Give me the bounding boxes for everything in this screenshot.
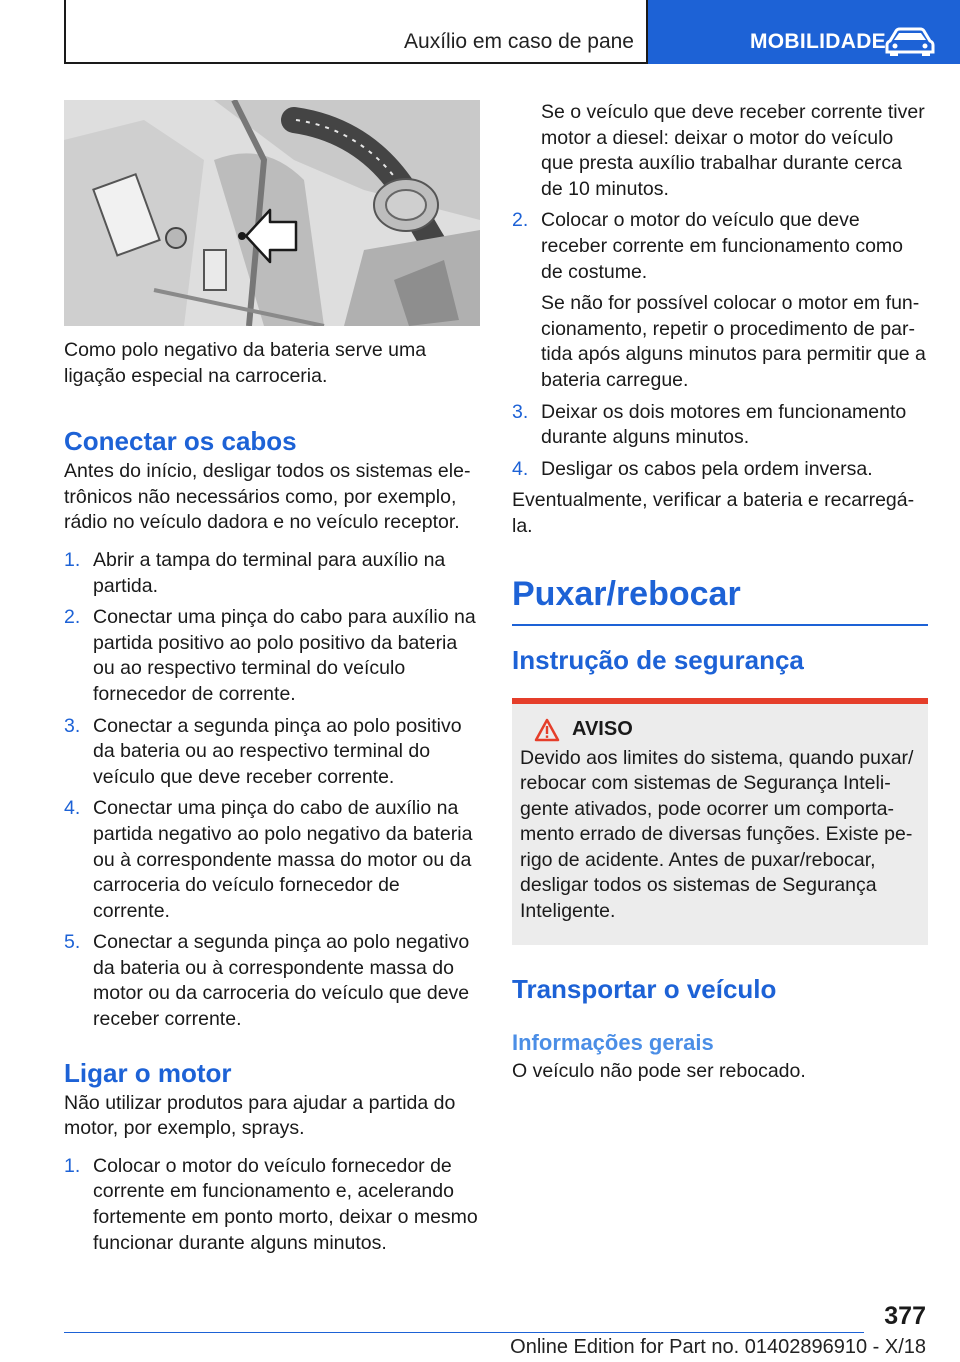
step-text: Deixar os dois motores em funcionamento durante alguns minutos. <box>541 400 907 449</box>
step-text: Colocar o motor do veículo que deve receber corrente em funcionamento como de costume. <box>541 209 904 283</box>
warning-text: Devido aos limites do sistema, quando puxar/ rebocar com sistemas de Segurança Inteligente ativados, pode ocorrer um comportamento errado de diversas funções. Existe perigo de acidente. Antes de puxar/rebocar, desligar todos os sistemas de Segurança Inteligente. <box>520 746 914 923</box>
warning-title-row <box>534 718 920 742</box>
list-item <box>64 714 480 791</box>
heading-tow: Puxar/rebocar <box>512 574 741 613</box>
step-number: 4. <box>64 797 81 820</box>
step-number: 1. <box>64 1154 81 1177</box>
step-text: Conectar uma pinça do cabo de auxílio na partida negativo ao polo negativo da bateria ou à correspondente massa do motor ou da carroceria do veículo fornecedor de corrente. <box>93 797 473 922</box>
start-steps-continued <box>512 208 928 482</box>
list-item <box>512 457 928 483</box>
list-item <box>64 1154 480 1256</box>
heading-general-info: Informações gerais <box>512 1029 714 1055</box>
warning-triangle-icon <box>534 718 560 742</box>
connect-steps-list <box>64 548 480 1033</box>
footer-edition: Online Edition for Part no. 01402896910 - X/18 <box>510 1336 926 1358</box>
general-text: O veículo não pode ser rebocado. <box>512 1059 806 1082</box>
step-number: 3. <box>512 400 529 423</box>
engine-bay-figure <box>64 100 480 326</box>
step-number: 2. <box>512 209 529 232</box>
list-item <box>64 548 480 599</box>
left-column <box>64 100 480 1262</box>
header-section-box <box>64 0 648 64</box>
heading-safety: Instrução de segurança <box>512 644 804 675</box>
heading-rule <box>512 624 928 626</box>
header-chapter-box <box>648 0 960 64</box>
list-item <box>512 400 928 451</box>
step-text: Conectar a segunda pinça ao polo negativo da bateria ou à correspondente massa do motor ou da carroceria do veículo que deve receber corrente. <box>93 931 470 1031</box>
warning-title: AVISO <box>572 718 633 740</box>
diesel-note: Se o veículo que deve receber corrente tiver motor a diesel: deixar o motor do veículo que presta auxílio trabalhar durante cerca de 10 minutos. <box>541 101 925 200</box>
car-icon <box>884 27 936 57</box>
list-item <box>64 930 480 1032</box>
step-number: 5. <box>64 931 81 954</box>
list-item <box>512 208 928 393</box>
step-text: Conectar uma pinça do cabo para auxílio na partida positivo ao polo positivo da bateria ou ao respectivo terminal do veículo fornecedor de corrente. <box>93 606 476 705</box>
warning-box <box>512 698 928 945</box>
step-number: 3. <box>64 714 81 737</box>
connect-intro: Antes do início, desligar todos os sistemas eletrônicos não necessários como, por exemplo, rádio no veículo dadora e no veículo receptor. <box>64 460 471 534</box>
step-text: Abrir a tampa do terminal para auxílio na partida. <box>93 548 446 597</box>
list-item <box>64 796 480 924</box>
start-steps-list <box>64 1154 480 1256</box>
step-number: 4. <box>512 457 529 480</box>
heading-connect-cables: Conectar os cabos <box>64 426 297 457</box>
heading-transport: Transportar o veículo <box>512 973 777 1004</box>
footer-rule <box>64 1332 864 1333</box>
step-number: 2. <box>64 606 81 629</box>
engine-bay-illustration <box>64 100 480 326</box>
step-text: Desligar os cabos pela ordem inversa. <box>541 457 873 480</box>
header-chapter-title: MOBILIDADE <box>750 30 886 53</box>
heading-start-engine: Ligar o motor <box>64 1057 232 1088</box>
step-number: 1. <box>64 548 81 571</box>
closing-note: Eventualmente, verificar a bateria e recarregá-la. <box>512 489 915 537</box>
list-item <box>64 605 480 707</box>
step-subtext: Se não for possível colocar o motor em funcionamento, repetir o procedimento de partida após alguns minutos para permitir que a bateria carregue. <box>541 292 926 391</box>
header-section-title: Auxílio em caso de pane <box>404 30 634 53</box>
right-column <box>512 100 928 1084</box>
start-intro: Não utilizar produtos para ajudar a partida do motor, por exemplo, sprays. <box>64 1091 456 1140</box>
step-text: Conectar a segunda pinça ao polo positivo da bateria ou ao respectivo terminal do veículo que deve receber corrente. <box>93 714 462 788</box>
figure-caption: Como polo negativo da bateria serve uma ligação especial na carroceria. <box>64 339 427 387</box>
step-text: Colocar o motor do veículo fornecedor de corrente em funcionamento e, acelerando fortemente em ponto morto, deixar o mesmo funcionar durante alguns minutos. <box>93 1154 478 1254</box>
page-number: 377 <box>884 1302 926 1330</box>
